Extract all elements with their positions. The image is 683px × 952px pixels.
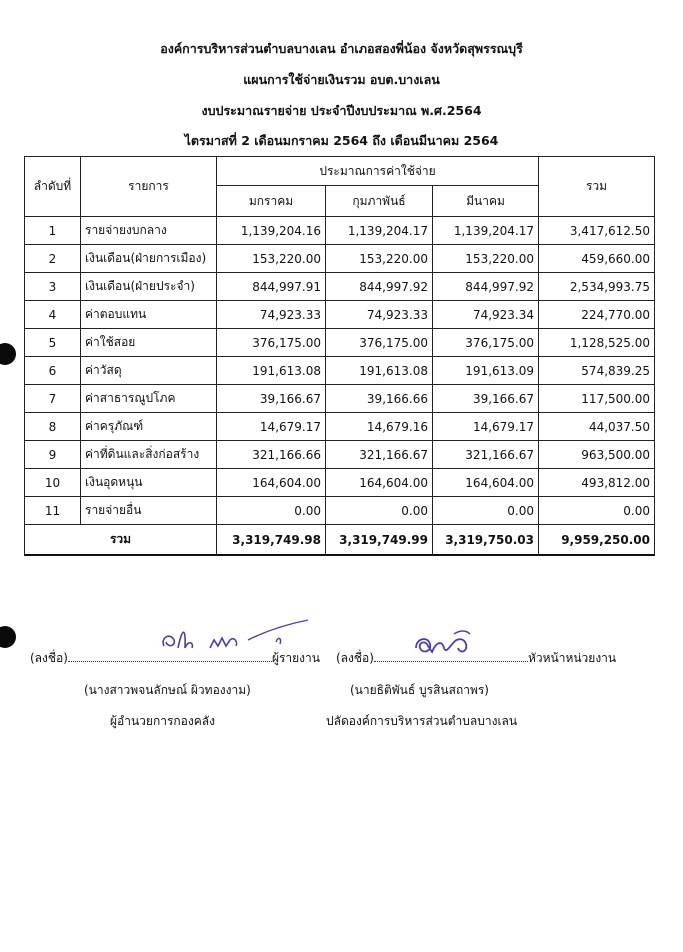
cell-no: 3	[25, 273, 81, 301]
handwritten-signature-right	[410, 628, 480, 660]
cell-m1: 376,175.00	[217, 329, 326, 357]
header-estimated-expense: ประมาณการค่าใช้จ่าย	[217, 157, 539, 186]
cell-m1: 39,166.67	[217, 385, 326, 413]
cell-m1: 1,139,204.16	[217, 217, 326, 245]
table-row	[25, 217, 655, 245]
cell-m2: 1,139,204.17	[326, 217, 433, 245]
cell-no: 6	[25, 357, 81, 385]
total-m3: 3,319,750.03	[433, 525, 539, 556]
cell-m2: 164,604.00	[326, 469, 433, 497]
signer-left-position: ผู้อำนวยการกองคลัง	[110, 714, 215, 728]
header-january: มกราคม	[217, 186, 326, 217]
signer-right-name: (นายธิติพันธ์ บูรสินสถาพร)	[350, 683, 489, 697]
signature-line-right: (ลงชื่อ) หัวหน้าหน่วยงาน	[336, 651, 617, 665]
cell-m3: 0.00	[433, 497, 539, 525]
cell-m1: 191,613.08	[217, 357, 326, 385]
cell-item: เงินเดือน(ฝ่ายประจำ)	[81, 273, 217, 301]
table-row	[25, 497, 655, 525]
signer-right-position: ปลัดองค์การบริหารส่วนตำบลบางเลน	[326, 714, 518, 728]
cell-m3: 164,604.00	[433, 469, 539, 497]
cell-m3: 1,139,204.17	[433, 217, 539, 245]
total-m1: 3,319,749.98	[217, 525, 326, 556]
cell-m3: 376,175.00	[433, 329, 539, 357]
cell-m2: 321,166.67	[326, 441, 433, 469]
header-item: รายการ	[81, 157, 217, 217]
cell-item: ค่าใช้สอย	[81, 329, 217, 357]
cell-m2: 153,220.00	[326, 245, 433, 273]
table-row	[25, 385, 655, 413]
cell-item: ค่าตอบแทน	[81, 301, 217, 329]
cell-item: รายจ่ายงบกลาง	[81, 217, 217, 245]
cell-m3: 39,166.67	[433, 385, 539, 413]
cell-m2: 376,175.00	[326, 329, 433, 357]
cell-no: 7	[25, 385, 81, 413]
cell-m2: 844,997.92	[326, 273, 433, 301]
cell-total: 493,812.00	[539, 469, 655, 497]
cell-no: 4	[25, 301, 81, 329]
cell-no: 9	[25, 441, 81, 469]
cell-m3: 321,166.67	[433, 441, 539, 469]
cell-m1: 321,166.66	[217, 441, 326, 469]
cell-m3: 191,613.09	[433, 357, 539, 385]
binder-hole-top	[0, 343, 16, 365]
table-row	[25, 301, 655, 329]
header-march: มีนาคม	[433, 186, 539, 217]
table-row	[25, 329, 655, 357]
binder-hole-bottom	[0, 626, 16, 648]
cell-m3: 844,997.92	[433, 273, 539, 301]
total-total: 9,959,250.00	[539, 525, 655, 556]
table-total-row	[25, 525, 655, 556]
table-row	[25, 441, 655, 469]
cell-no: 2	[25, 245, 81, 273]
cell-total: 0.00	[539, 497, 655, 525]
cell-total: 224,770.00	[539, 301, 655, 329]
table-row	[25, 413, 655, 441]
table-row	[25, 357, 655, 385]
cell-m3: 14,679.17	[433, 413, 539, 441]
cell-total: 117,500.00	[539, 385, 655, 413]
cell-total: 963,500.00	[539, 441, 655, 469]
cell-no: 11	[25, 497, 81, 525]
table-row	[25, 273, 655, 301]
cell-m1: 844,997.91	[217, 273, 326, 301]
cell-m2: 0.00	[326, 497, 433, 525]
cell-m2: 74,923.33	[326, 301, 433, 329]
header-february: กุมภาพันธ์	[326, 186, 433, 217]
cell-no: 8	[25, 413, 81, 441]
cell-total: 574,839.25	[539, 357, 655, 385]
cell-m2: 39,166.66	[326, 385, 433, 413]
header-seq-no: ลำดับที่	[25, 157, 81, 217]
cell-total: 44,037.50	[539, 413, 655, 441]
cell-item: ค่าวัสดุ	[81, 357, 217, 385]
cell-total: 3,417,612.50	[539, 217, 655, 245]
table-row	[25, 245, 655, 273]
cell-m3: 153,220.00	[433, 245, 539, 273]
cell-m1: 14,679.17	[217, 413, 326, 441]
handwritten-signature-left	[158, 618, 318, 658]
cell-m1: 74,923.33	[217, 301, 326, 329]
header-plan-title: แผนการใช้จ่ายเงินรวม อบต.บางเลน	[243, 72, 440, 87]
table-row	[25, 469, 655, 497]
signer-left-name: (นางสาวพจนลักษณ์ ผิวทองงาม)	[84, 683, 251, 697]
cell-total: 2,534,993.75	[539, 273, 655, 301]
cell-m1: 0.00	[217, 497, 326, 525]
cell-no: 10	[25, 469, 81, 497]
cell-item: ค่าครุภัณฑ์	[81, 413, 217, 441]
header-quarter: ไตรมาสที่ 2 เดือนมกราคม 2564 ถึง เดือนมีนาคม 2564	[184, 133, 499, 148]
cell-item: ค่าที่ดินและสิ่งก่อสร้าง	[81, 441, 217, 469]
cell-item: ค่าสาธารณูปโภค	[81, 385, 217, 413]
cell-m2: 14,679.16	[326, 413, 433, 441]
header-organization: องค์การบริหารส่วนตำบลบางเลน อำเภอสองพี่น้อง จังหวัดสุพรรณบุรี	[160, 41, 523, 56]
cell-item: เงินอุดหนุน	[81, 469, 217, 497]
total-m2: 3,319,749.99	[326, 525, 433, 556]
cell-no: 1	[25, 217, 81, 245]
signature-line-left: (ลงชื่อ) ผู้รายงาน	[30, 651, 320, 665]
cell-m3: 74,923.34	[433, 301, 539, 329]
budget-table	[24, 156, 655, 556]
cell-m1: 153,220.00	[217, 245, 326, 273]
header-budget-year: งบประมาณรายจ่าย ประจำปีงบประมาณ พ.ศ.2564	[201, 103, 482, 118]
cell-item: เงินเดือน(ฝ่ายการเมือง)	[81, 245, 217, 273]
header-total: รวม	[539, 157, 655, 217]
cell-item: รายจ่ายอื่น	[81, 497, 217, 525]
cell-m1: 164,604.00	[217, 469, 326, 497]
cell-total: 459,660.00	[539, 245, 655, 273]
total-label: รวม	[25, 525, 217, 556]
cell-no: 5	[25, 329, 81, 357]
cell-total: 1,128,525.00	[539, 329, 655, 357]
cell-m2: 191,613.08	[326, 357, 433, 385]
